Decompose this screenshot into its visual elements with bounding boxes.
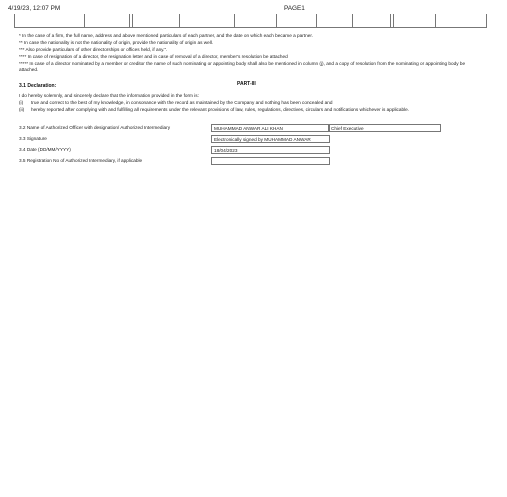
signature-field[interactable]: Electronically signed by MUHAMMAD ANWAR [211,135,330,143]
date-label: 3.4 Date (DD/MM/YYYY) [19,147,71,152]
officer-name-field[interactable]: MUHAMMAD ANWAR ALI KHAN [211,124,330,132]
declaration-item-ii: hereby reported after complying with and fulfilling all requirements under the relevant provisions of law, rules, regulations, directives, circulars and notifications whichever is applicable. [31,107,410,112]
part-title: PART-III [237,81,256,87]
declaration-item-ii-marker: (ii) [19,107,25,112]
previous-table-edge [14,14,487,28]
declaration-heading: 3.1 Declaration: [19,83,57,89]
registration-field[interactable] [211,157,330,165]
page-label: PAGE1 [284,5,305,12]
note-nationality: ** In case the nationality is not the nationality of origin, provide the nationality of origin as well. [19,40,214,45]
declaration-item-i: true and correct to the best of my knowledge, in consonance with the record as maintained by the Company and nothing has been concealed and [31,100,333,105]
declaration-intro: I do hereby solemnly, and sincerely declare that the information provided in the form is: [19,93,199,98]
note-directorships: *** Also provide particulars of other directorships or offices held, if any.". [19,47,168,52]
note-nominated-director: ***** In case of a director nominated by a member or creditor the name of such nominating or appointing body shall also be mentioned in column (j), and a copy of resolution from the nominating or appointing body be attached. [19,61,466,72]
signature-label: 3.3 Signature [19,136,47,141]
declaration-item-i-marker: (i) [19,100,24,105]
registration-label: 3.5 Registration No of Authorized Intermediary, if applicable [19,158,143,163]
print-timestamp: 4/19/23, 12:07 PM [8,5,61,12]
officer-label: 3.2 Name of Authorized Officer with designation/ Authorized Intermediary [19,125,171,130]
note-resignation: **** In case of resignation of a director, the resignation letter and in case of removal of a director, member's resolution be attached [19,54,288,59]
note-firm: * In the case of a firm, the full name, address and above mentioned particulars of each partner, and the date on which each became a partner. [19,33,313,38]
date-field[interactable]: 18/04/2023 [211,146,330,154]
officer-designation-field[interactable]: Chief Executive [328,124,441,132]
